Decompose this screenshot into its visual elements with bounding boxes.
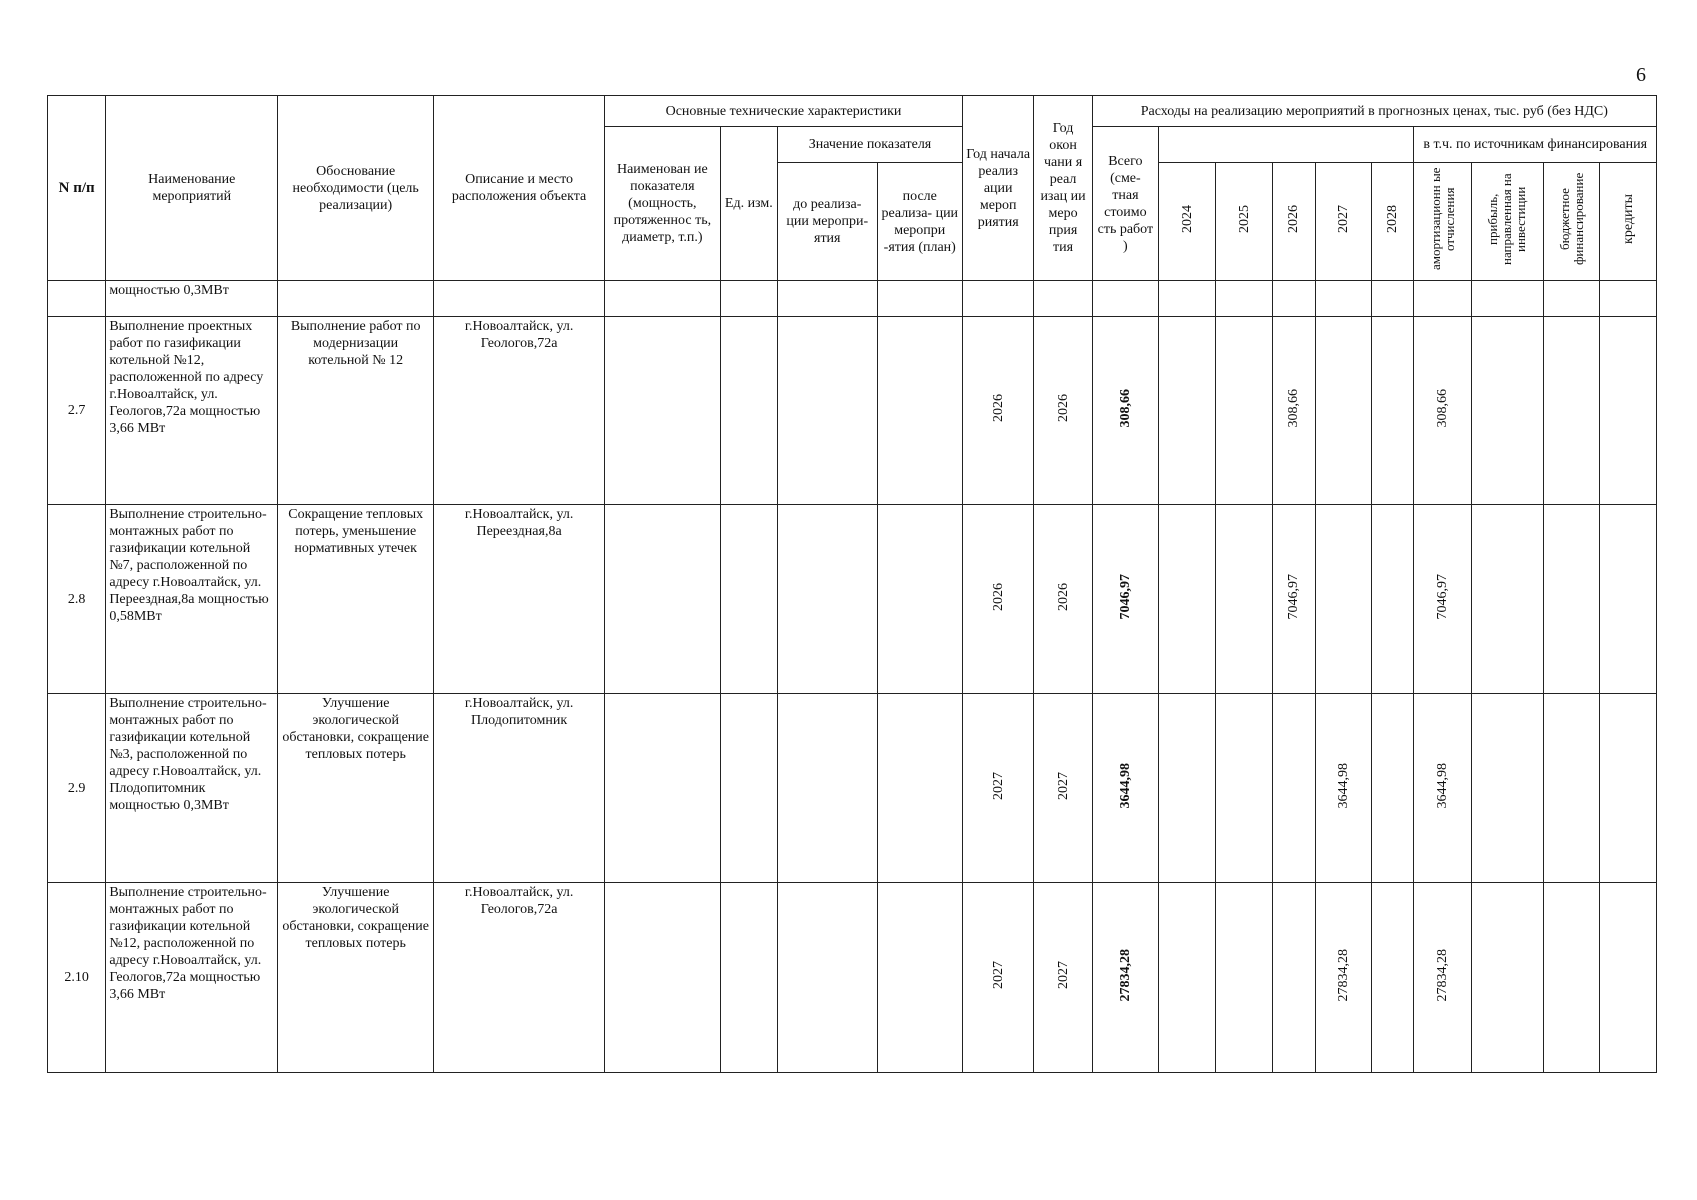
row-2027 <box>1315 505 1371 694</box>
row-number: 2.7 <box>48 317 106 505</box>
row-2024 <box>1159 317 1216 505</box>
row-name: Выполнение строительно-монтажных работ по газификации котельной №12, расположенной по адресу г.Новоалтайск, ул. Геологов,72а мощностью 3,66 МВт <box>106 883 278 1073</box>
header-2027: 2027 <box>1315 163 1371 281</box>
row-amort: 308,66 <box>1414 317 1471 505</box>
header-budget: бюджетное финансирование <box>1544 163 1600 281</box>
row-location: г.Новоалтайск, ул. Геологов,72а <box>434 317 605 505</box>
row-amort: 3644,98 <box>1414 694 1471 883</box>
row-2028 <box>1372 317 1414 505</box>
row-2024 <box>1159 694 1216 883</box>
row-reason: Сокращение тепловых потерь, уменьшение нормативных утечек <box>278 505 434 694</box>
table-header <box>48 96 1657 281</box>
header-unit: Ед. изм. <box>720 127 777 281</box>
row-start-year: 2026 <box>963 505 1034 694</box>
table-row <box>48 505 1657 694</box>
row-name: Выполнение строительно-монтажных работ по газификации котельной №3, расположенной по адресу г.Новоалтайск, ул. Плодопитомник мощностью 0,3МВт <box>106 694 278 883</box>
header-tech: Основные технические характеристики <box>605 96 963 127</box>
header-amort: амортизационн ые отчисления <box>1414 163 1471 281</box>
row-start-year: 2026 <box>963 317 1034 505</box>
row-2028 <box>1372 694 1414 883</box>
row-number: 2.10 <box>48 883 106 1073</box>
header-reason: Обоснование необходимости (цель реализации) <box>278 96 434 281</box>
table-body <box>48 281 1657 1073</box>
header-profit: прибыль, направленная на инвестиции <box>1471 163 1543 281</box>
row-amort: 27834,28 <box>1414 883 1471 1073</box>
row-name: Выполнение проектных работ по газификации котельной №12, расположенной по адресу г.Новоалтайск, ул. Геологов,72а мощностью 3,66 МВт <box>106 317 278 505</box>
table-row <box>48 317 1657 505</box>
row-2025 <box>1216 694 1272 883</box>
row-total: 308,66 <box>1092 317 1158 505</box>
header-after: после реализа- ции меропри -ятия (план) <box>877 163 962 281</box>
row-number: 2.9 <box>48 694 106 883</box>
header-total: Всего (сме- тная стоимо сть работ ) <box>1092 127 1158 281</box>
row-end-year: 2027 <box>1034 883 1092 1073</box>
header-2024: 2024 <box>1159 163 1216 281</box>
row-2028 <box>1372 505 1414 694</box>
row-location: г.Новоалтайск, ул. Геологов,72а <box>434 883 605 1073</box>
header-costs: Расходы на реализацию мероприятий в прогнозных ценах, тыс. руб (без НДС) <box>1092 96 1656 127</box>
row-2027: 27834,28 <box>1315 883 1371 1073</box>
header-end: Год окон чани я реал изац ии меро прия тия <box>1034 96 1092 281</box>
row-2027 <box>1315 317 1371 505</box>
row-end-year: 2026 <box>1034 317 1092 505</box>
row-2025 <box>1216 883 1272 1073</box>
row-2024 <box>1159 883 1216 1073</box>
row-location: г.Новоалтайск, ул. Плодопитомник <box>434 694 605 883</box>
row-start-year: 2027 <box>963 883 1034 1073</box>
header-2026: 2026 <box>1272 163 1315 281</box>
row-2026 <box>1272 883 1315 1073</box>
row-2028 <box>1372 883 1414 1073</box>
carry-row-name: мощностью 0,3МВт <box>106 281 278 317</box>
row-reason: Выполнение работ по модернизации котельной № 12 <box>278 317 434 505</box>
row-reason: Улучшение экологической обстановки, сокращение тепловых потерь <box>278 883 434 1073</box>
row-end-year: 2026 <box>1034 505 1092 694</box>
row-total: 7046,97 <box>1092 505 1158 694</box>
header-indicator: Наименован ие показателя (мощность, протяженнос ть, диаметр, т.п.) <box>605 127 721 281</box>
table-row <box>48 694 1657 883</box>
row-total: 27834,28 <box>1092 883 1158 1073</box>
row-2026: 308,66 <box>1272 317 1315 505</box>
row-reason: Улучшение экологической обстановки, сокращение тепловых потерь <box>278 694 434 883</box>
header-sources: в т.ч. по источникам финансирования <box>1414 127 1657 163</box>
row-2027: 3644,98 <box>1315 694 1371 883</box>
row-location: г.Новоалтайск, ул. Переездная,8а <box>434 505 605 694</box>
page-number: 6 <box>1636 64 1646 86</box>
row-2025 <box>1216 505 1272 694</box>
row-2025 <box>1216 317 1272 505</box>
row-amort: 7046,97 <box>1414 505 1471 694</box>
header-start: Год начала реализ ации мероп риятия <box>963 96 1034 281</box>
table-row <box>48 883 1657 1073</box>
row-total: 3644,98 <box>1092 694 1158 883</box>
header-years-blank <box>1159 127 1414 163</box>
header-n: N п/п <box>48 96 106 281</box>
row-end-year: 2027 <box>1034 694 1092 883</box>
header-location: Описание и место расположения объекта <box>434 96 605 281</box>
row-2026 <box>1272 694 1315 883</box>
header-2028: 2028 <box>1372 163 1414 281</box>
table-row <box>48 281 1657 317</box>
header-name: Наименование мероприятий <box>106 96 278 281</box>
row-number: 2.8 <box>48 505 106 694</box>
header-2025: 2025 <box>1216 163 1272 281</box>
row-2026: 7046,97 <box>1272 505 1315 694</box>
investment-table <box>47 95 1657 1073</box>
row-2024 <box>1159 505 1216 694</box>
header-before: до реализа- ции меропри- ятия <box>777 163 877 281</box>
header-credit: кредиты <box>1600 163 1657 281</box>
row-name: Выполнение строительно-монтажных работ по газификации котельной №7, расположенной по адресу г.Новоалтайск, ул. Переездная,8а мощностью 0,58МВт <box>106 505 278 694</box>
row-start-year: 2027 <box>963 694 1034 883</box>
header-value: Значение показателя <box>777 127 962 163</box>
